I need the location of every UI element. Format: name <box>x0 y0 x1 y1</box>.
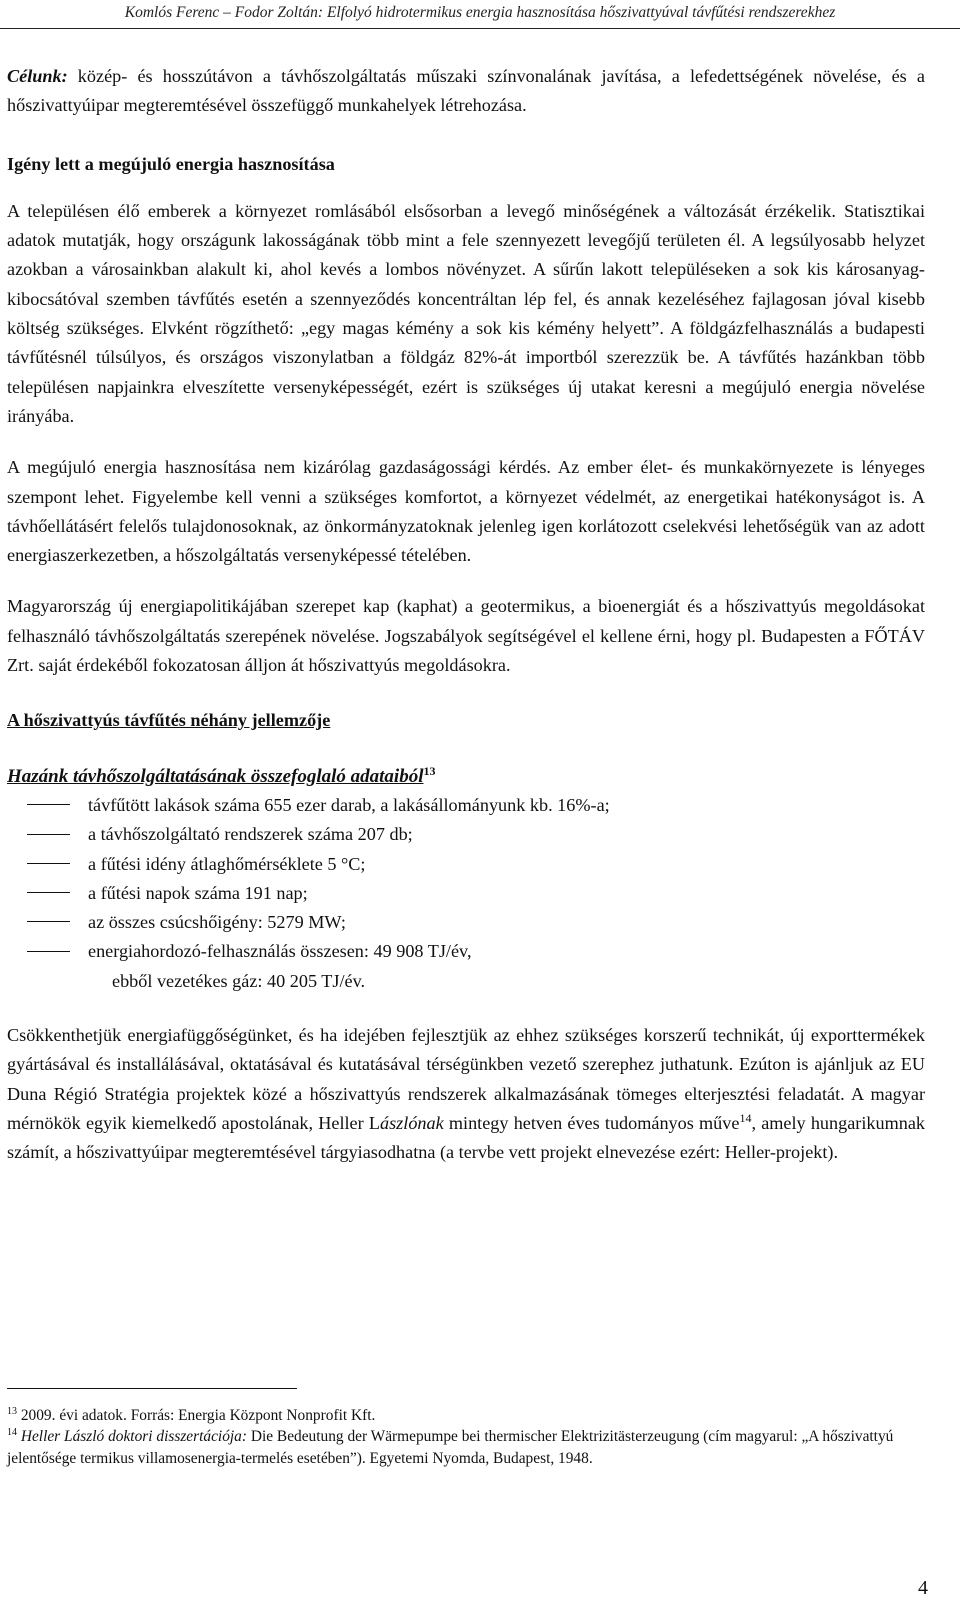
subheading-text: Hazánk távhőszolgáltatásának összefoglaló adataiból <box>7 765 424 787</box>
footnote-number: 14 <box>7 1427 17 1439</box>
list-item: a fűtési idény átlaghőmérséklete 5 °C; <box>7 850 925 879</box>
list-item: energiahordozó-felhasználás összesen: 49 908 TJ/év, <box>7 937 925 966</box>
running-header: Komlós Ferenc – Fodor Zoltán: Elfolyó hidrotermikus energia hasznosítása hőszivattyúval távfűtési rendszerekhez <box>124 4 836 21</box>
goal-paragraph <box>7 62 925 121</box>
dash-bullet <box>27 951 70 952</box>
data-list <box>7 791 925 996</box>
dash-bullet <box>27 921 70 922</box>
list-item: távfűtött lakások száma 655 ezer darab, a lakásállományunk kb. 16%-a; <box>7 791 925 820</box>
closing-italic: ászlónak <box>380 1112 444 1133</box>
footnote: $^{14}$ Heller László doktori disszertációja: Die Bedeutung der Wärmepumpe bei thermischer Elektrizitästerzeugung (cím magyarul: „A hőszivattyú jelentősége termikus villamosenergia-termelés esetében”). Egyetemi Nyomda, Budapest, 1948. <box>7 1427 894 1467</box>
dash-bullet <box>27 892 70 893</box>
list-item-continuation: ebből vezetékes gáz: 40 205 TJ/év. <box>112 970 366 991</box>
footnotes <box>7 1405 925 1469</box>
footnote-number: 13 <box>7 1405 17 1417</box>
section1-paragraph1: A településen élő emberek a környezet romlásából elsősorban a levegő minőségének a változását érzékelik. Statisztikai adatok mutatják, hogy országunk lakosságának több mint a fele szennyezett levegőjű területen él. A legsúlyosabb helyzet azokban a városainkban alakult ki, ahol kevés a lombos növényzet. A sűrűn lakott településeken a sok kis károsanyag-kibocsátóval szemben távfűtés esetén a szennyeződés koncentráltan lép fel, és annak kezeléséhez fajlagosan jóval kisebb költség szükséges. Elvként rögzíthető: „egy magas kémény a sok kis kémény helyett”. A földgázfelhasználás a budapesti távfűtésnél túlsúlyos, és országos viszonylatban a földgáz 82%-át importból szerezzük be. A távfűtés hazánkban több településen napjainkra elveszítette versenyképességét, ezért is szükséges új utakat keresni a megújuló energia növelése irányába. <box>7 200 925 426</box>
closing-footnote-ref: 14 <box>739 1110 752 1125</box>
dash-bullet <box>27 804 70 805</box>
section1-paragraph2: A megújuló energia hasznosítása nem kizárólag gazdaságossági kérdés. Az ember élet- és munkakörnyezete is lényeges szempont lehet. Figyelembe kell venni a szükséges komfortot, a környezet védelmét, az energetikai hatékonyságot is. A távhőellátásért felelős tulajdonosoknak, az önkormányzatoknak jelenleg igen korlátozott cselekvési lehetőségük van az adott energiaszerkezetben, a hőszolgáltatás versenyképessé tételében. <box>7 457 925 566</box>
goal-text: közép- és hosszútávon a távhőszolgáltatás műszaki színvonalának javítása, a lefedettségének növelése, és a hőszivattyúipar megteremtésével összefüggő munkahelyek létrehozása. <box>7 66 925 116</box>
header-rule <box>0 28 960 29</box>
closing-paragraph: Csökkenthetjük energiafüggőségünket, és ha idejében fejlesztjük az ehhez szükséges korszerű technikát, új exporttermékek gyártásával és installálásával, oktatásával és kutatásával térségünkben vezető szerephez juthatunk. Ezúton is ajánljuk az EU Duna Régió Stratégia projektek közé a hőszivattyús rendszerek alkalmazásának tömeges elterjesztési feladatát. A magyar mérnökök egyik kiemelkedő apostolának, Heller Lászlónak mintegy hetven éves tudományos műve$^{14}$, amely hungarikumnak számít, a hőszivattyúipar megteremtésével tárgyiasodhatna (a tervbe vett projekt elnevezése ezért: Heller-projekt). <box>7 1025 925 1163</box>
section1-heading: Igény lett a megújuló energia hasznosítása <box>7 153 335 174</box>
footnote-rule <box>7 1388 297 1389</box>
dash-bullet <box>27 834 70 835</box>
page-number: 4 <box>918 1577 928 1599</box>
list-item: az összes csúcshőigény: 5279 MW; <box>7 908 925 937</box>
dash-bullet <box>27 863 70 864</box>
list-item: a távhőszolgáltató rendszerek száma 207 db; <box>7 820 925 849</box>
section2-subheading <box>7 762 925 791</box>
goal-label: Célunk: <box>7 66 68 86</box>
section2-heading: A hőszivattyús távfűtés néhány jellemzője <box>7 710 331 731</box>
subheading-footnote-ref: 13 <box>423 763 436 778</box>
footnote: $^{13}$ 2009. évi adatok. Forrás: Energia Központ Nonprofit Kft. <box>7 1405 376 1424</box>
list-item: a fűtési napok száma 191 nap; <box>7 879 925 908</box>
section1-paragraph3: Magyarország új energiapolitikájában szerepet kap (kaphat) a geotermikus, a bioenergiát és a hőszivattyús megoldásokat felhasználó távhőszolgáltatás szerepének növelése. Jogszabályok segítségével el kellene érni, hogy pl. Budapesten a FŐTÁV Zrt. saját érdekéből fokozatosan álljon át hőszivattyús megoldásokra. <box>7 596 925 676</box>
main-content <box>7 62 925 1168</box>
